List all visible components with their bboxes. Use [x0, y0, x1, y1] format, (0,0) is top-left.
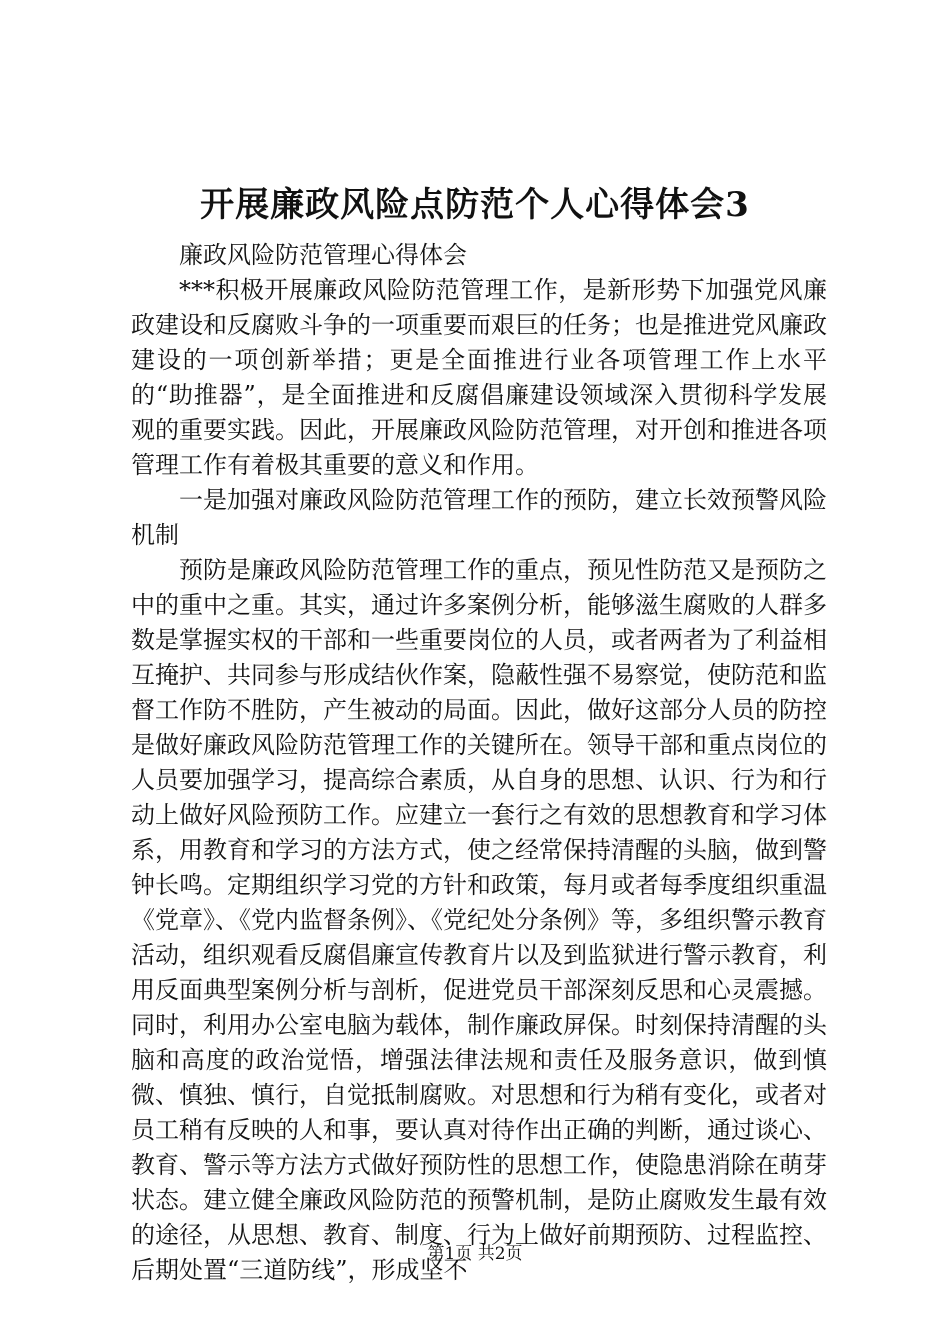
document-title: 开展廉政风险点防范个人心得体会3	[200, 185, 750, 225]
paragraph-section-heading: 一是加强对廉政风险防范管理工作的预防，建立长效预警风险机制	[131, 486, 827, 549]
page-footer: 第1页 共2页	[427, 1244, 523, 1264]
document-subtitle: 廉政风险防范管理心得体会	[179, 241, 467, 269]
paragraph-prevention: 预防是廉政风险防范管理工作的重点，预见性防范又是预防之中的重中之重。其实，通过许多案例分析，能够滋生腐败的人群多数是掌握实权的干部和一些重要岗位的人员，或者两者为了利益相互掩护、共同参与形成结伙作案，隐蔽性强不易察觉，使防范和监督工作防不胜防，产生被动的局面。因此，做好这部分人员的防控是做好廉政风险防范管理工作的关键所在。领导干部和重点岗位的人员要加强学习，提高综合素质，从自身的思想、认识、行为和行动上做好风险预防工作。应建立一套行之有效的思想教育和学习体系，用教育和学习的方法方式，使之经常保持清醒的头脑，做到警钟长鸣。定期组织学习党的方针和政策，每月或者每季度组织重温《党章》、《党内监督条例》、《党纪处分条例》等，多组织警示教育活动，组织观看反腐倡廉宣传教育片以及到监狱进行警示教育，利用反面典型案例分析与剖析，促进党员干部深刻反思和心灵震撼。同时，利用办公室电脑为载体，制作廉政屏保。时刻保持清醒的头脑和高度的政治觉悟，增强法律法规和责任及服务意识，做到慎微、慎独、慎行，自觉抵制腐败。对思想和行为稍有变化，或者对员工稍有反映的人和事，要认真对待作出正确的判断，通过谈心、教育、警示等方法方式做好预防性的思想工作，使隐患消除在萌芽状态。建立健全廉政风险防范的预警机制，是防止腐败发生最有效的途径，从思想、教育、制度、行为上做好前期预防、过程监控、后期处置“三道防线”，形成坚不	[131, 556, 827, 1284]
document-body	[131, 238, 827, 1288]
paragraph-intro: ***积极开展廉政风险防范管理工作，是新形势下加强党风廉政建设和反腐败斗争的一项重要而艰巨的任务；也是推进党风廉政建设的一项创新举措；更是全面推进行业各项管理工作上水平的“助推器”，是全面推进和反腐倡廉建设领域深入贯彻科学发展观的重要实践。因此，开展廉政风险防范管理，对开创和推进各项管理工作有着极其重要的意义和作用。	[131, 276, 827, 479]
